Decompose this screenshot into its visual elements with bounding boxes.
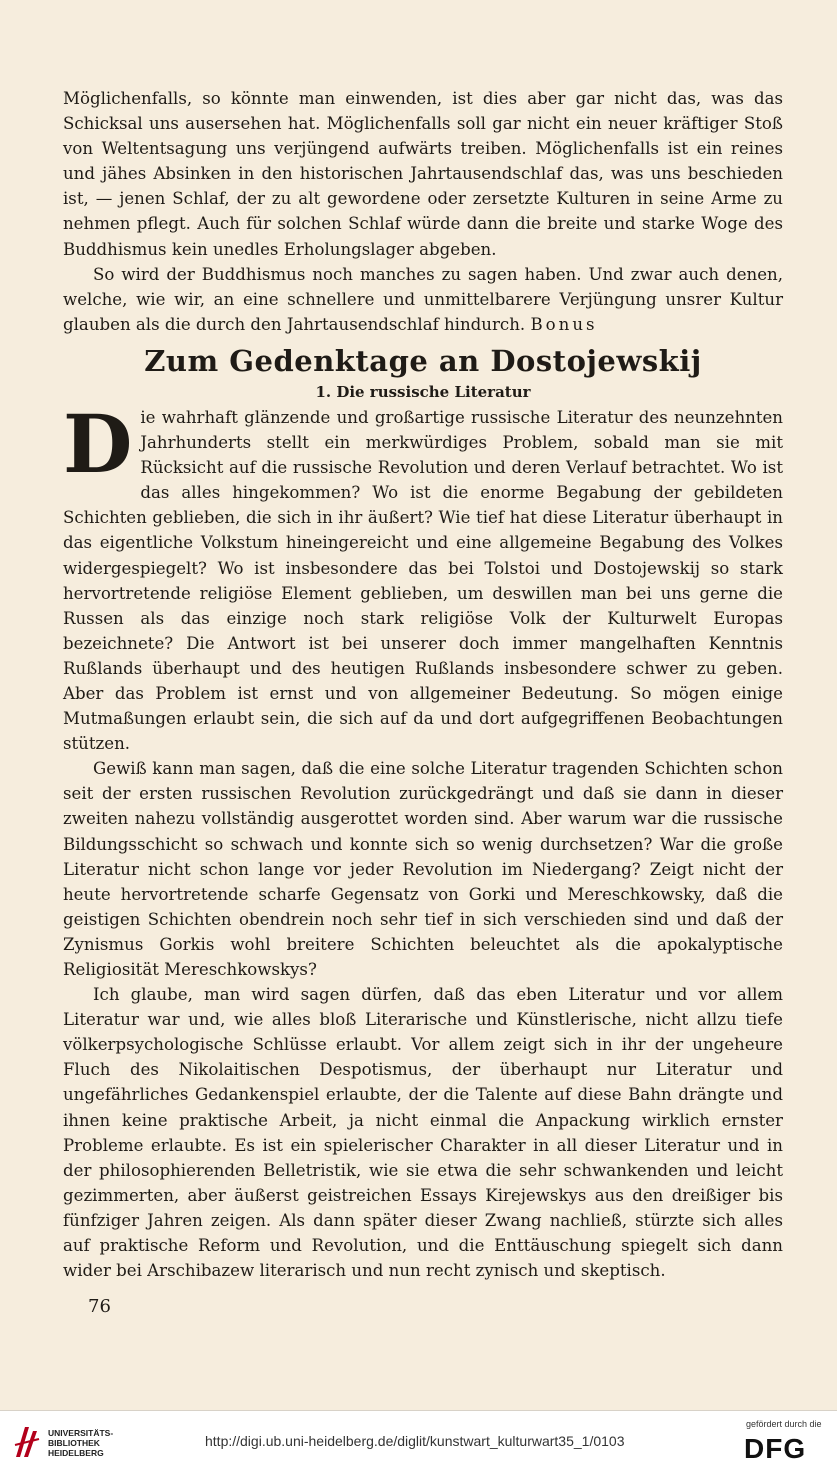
article-paragraph-ich-glaube: Ich glaube, man wird sagen dürfen, daß das eben Literatur und vor allem Literatur war und, wie alles bloß Literarische und Künstlerische, nicht allzu tiefe völkerpsychologische Schlüsse erlaubt. Vor allem zeigt sich in ihr der ungeheure Fluch des Nikolaitischen Despotismus, der überhaupt nur Literatur und ungefährliches Gedankenspiel erlaubte, der die Talente auf diese Bahn drängte und ihnen keine praktische Arbeit, ja nicht einmal die Anpackung wirklich ernster Probleme erlaubte. Es ist ein spielerischer Charakter in all dieser Literatur und in der philosophierenden Belletristik, wie sie etwa die sehr schwankenden und leicht gezimmerten, aber äußerst geistreichen Essays Kirejewskys aus den dreißiger bis fünfziger Jahren zeigen. Als dann später dieser Zwang nachließ, stürzte sich alles auf praktische Reform und Revolution, und die Enttäuschung spiegelt sich dann wider bei Arschibazew literarisch und nun recht zynisch und skeptisch.	[63, 985, 783, 1281]
article-first-paragraph-text: ie wahrhaft glänzende und großartige russische Literatur des neunzehnten Jahrhunderts stellt ein merkwürdiges Problem, sobald man sie mit Rücksicht auf die russische Revolution und deren Verlauf betrachtet. Wo ist das alles hingekommen? Wo ist die enorme Begabung der gebildeten Schichten geblieben, die sich in ihr äußert? Wie tief hat diese Literatur überhaupt in das eigentliche Volkstum hineingereicht und eine allgemeine Begabung des Volkes widergespiegelt? Wo ist insbesondere das bei Tolstoi und Dostojewskij so stark hervortretende religiöse Element geblieben, um deswillen man bei uns gerne die Russen als das einzige noch stark religiöse Volk der Kulturwelt Europas bezeichnete? Die Antwort ist bei unserer doch immer mangelhaften Kenntnis Rußlands überhaupt und des heutigen Rußlands insbesondere schwer zu geben. Aber das Problem ist ernst und von allgemeiner Bedeutung. So mögen einige Mutmaßungen erlaubt sein, die sich auf da und dort aufgegriffenen Beobachtungen stützen.	[63, 407, 783, 754]
page-text	[63, 86, 783, 1283]
article-paragraph-gewiss: Gewiß kann man sagen, daß die eine solche Literatur tragenden Schichten schon seit der ersten russischen Revolution zurückgedrängt und daß sie dann in dieser zweiten nahezu vollständig ausgerottet worden sind. Aber warum war die russische Bildungsschicht so schwach und konnte sich so wenig durchsetzen? War die große Literatur nicht schon lange vor jeder Revolution im Niedergang? Zeigt nicht der heute hervortretende scharfe Gegensatz von Gorki und Mereschkowsky, daß die geistigen Schichten obendrein noch sehr tief in sich verschieden sind und daß der Zynismus Gorkis wohl breitere Schichten beleuchtet als die apokalyptische Religiosität Mereschkowskys?	[63, 759, 783, 979]
funded-by-label: gefördert durch die	[746, 1419, 822, 1429]
paragraph-buddhismus	[63, 262, 783, 337]
paragraph-buddhismus-text: So wird der Buddhismus noch manches zu sagen haben. Und zwar auch denen, welche, wie wir, an eine schnellere und unmittelbarere Verjüngung unsrer Kultur glauben als die durch den Jahrtausendschlaf hindurch.	[63, 264, 783, 334]
library-name	[48, 1428, 113, 1458]
article-first-paragraph	[63, 396, 783, 756]
library-line-1: UNIVERSITÄTS-	[48, 1428, 114, 1438]
dfg-logo: DFG	[744, 1433, 807, 1464]
article-subheading: 1. Die russische Literatur	[315, 382, 531, 401]
library-logo-icon	[12, 1421, 42, 1461]
paragraph-moeglichenfalls: Möglichenfalls, so könnte man einwenden, ist dies aber gar nicht das, was das Schicksal uns ausersehen hat. Möglichenfalls soll gar nicht ein neuer kräftiger Stoß von Weltentsagung uns verjüngend aufwärts treiben. Möglichenfalls ist ein reines und jähes Absinken in den historischen Jahrtausendschlaf das, was uns beschieden ist, — jenen Schlaf, der zu alt gewordene oder zersetzte Kulturen in seine Arme zu nehmen pflegt. Auch für solchen Schlaf würde dann die breite und starke Woge des Buddhismus kein unedles Erholungslager abgeben.	[63, 89, 783, 259]
viewer-footer	[0, 1410, 837, 1474]
library-line-3: HEIDELBERG	[48, 1448, 104, 1458]
library-line-2: BIBLIOTHEK	[48, 1438, 100, 1448]
author-signature: Bonus	[530, 314, 598, 334]
permalink-url[interactable]: http://digi.ub.uni-heidelberg.de/diglit/kunstwart_kulturwart35_1/0103	[205, 1433, 625, 1449]
article-heading: Zum Gedenktage an Dostojewskij	[144, 343, 702, 378]
drop-cap: D	[63, 396, 133, 491]
page-number: 76	[88, 1296, 111, 1317]
